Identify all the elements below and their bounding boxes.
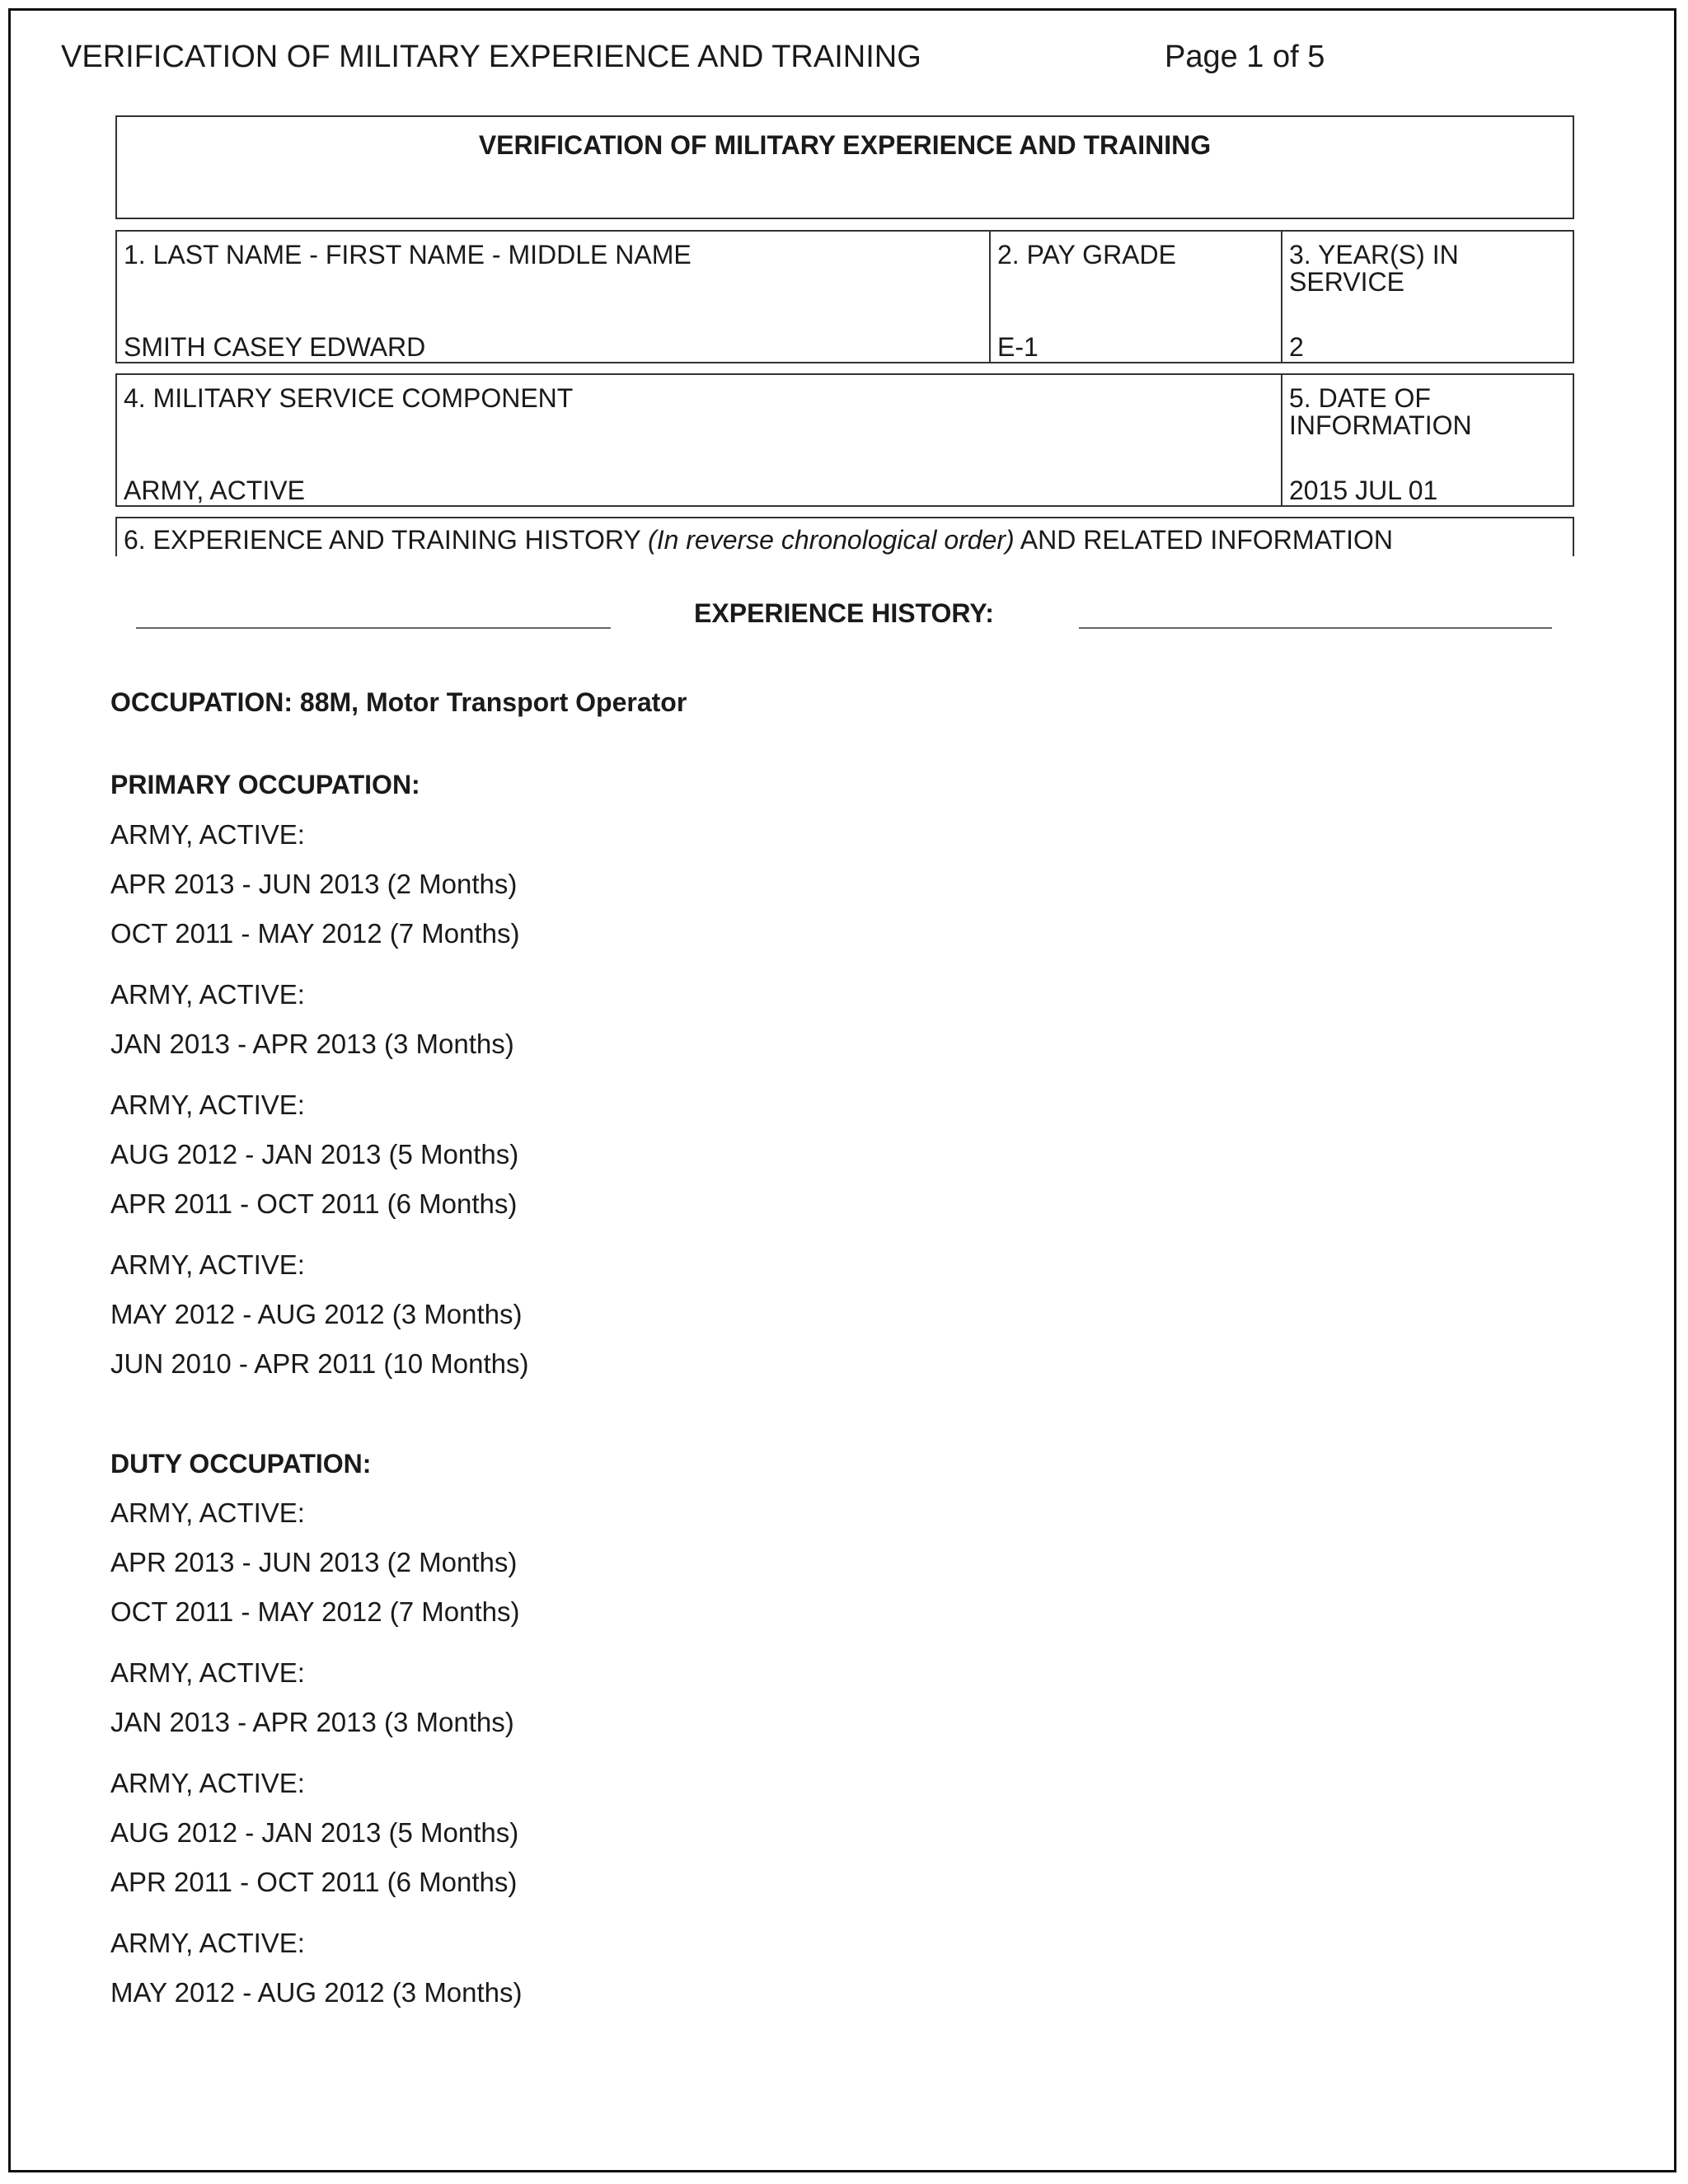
primary-component-line: ARMY, ACTIVE: xyxy=(110,1090,305,1120)
duty-date-range: APR 2013 - JUN 2013 (2 Months) xyxy=(110,1547,518,1577)
component-value: ARMY, ACTIVE xyxy=(124,476,305,505)
identity-row xyxy=(115,230,1574,363)
duty-date-range: MAY 2012 - AUG 2012 (3 Months) xyxy=(110,1977,523,2008)
heading-rule-right xyxy=(1079,627,1552,629)
component-row xyxy=(115,373,1574,507)
duty-occupation-heading: DUTY OCCUPATION: xyxy=(110,1449,372,1479)
component-label: 4. MILITARY SERVICE COMPONENT xyxy=(124,383,574,413)
page-number: Page 1 of 5 xyxy=(1165,40,1325,74)
years-value: 2 xyxy=(1289,332,1304,362)
header-title: VERIFICATION OF MILITARY EXPERIENCE AND TRAINING xyxy=(61,40,921,74)
pay-grade-value: E-1 xyxy=(997,332,1039,362)
primary-date-range: MAY 2012 - AUG 2012 (3 Months) xyxy=(110,1299,523,1329)
name-label: 1. LAST NAME - FIRST NAME - MIDDLE NAME xyxy=(124,240,692,269)
divider xyxy=(1281,375,1282,505)
duty-date-range: APR 2011 - OCT 2011 (6 Months) xyxy=(110,1867,518,1897)
pay-grade-label: 2. PAY GRADE xyxy=(997,240,1176,269)
divider xyxy=(989,232,991,362)
primary-component-line: ARMY, ACTIVE: xyxy=(110,819,305,850)
duty-component-line: ARMY, ACTIVE: xyxy=(110,1657,305,1688)
duty-date-range: OCT 2011 - MAY 2012 (7 Months) xyxy=(110,1596,520,1627)
experience-heading: EXPERIENCE HISTORY: xyxy=(694,598,994,628)
duty-component-line: ARMY, ACTIVE: xyxy=(110,1497,305,1528)
history-label: 6. EXPERIENCE AND TRAINING HISTORY (In reverse chronological order) AND RELATED INFORMATION xyxy=(124,525,1393,555)
divider xyxy=(1281,232,1282,362)
years-label: 3. YEAR(S) IN SERVICE xyxy=(1289,240,1459,297)
date-label: 5. DATE OF INFORMATION xyxy=(1289,383,1472,440)
duty-date-range: JAN 2013 - APR 2013 (3 Months) xyxy=(110,1707,514,1737)
duty-component-line: ARMY, ACTIVE: xyxy=(110,1768,305,1798)
primary-date-range: JAN 2013 - APR 2013 (3 Months) xyxy=(110,1029,514,1059)
duty-date-range: AUG 2012 - JAN 2013 (5 Months) xyxy=(110,1817,519,1848)
form-title-box xyxy=(115,115,1574,219)
occupation-title: OCCUPATION: 88M, Motor Transport Operator xyxy=(110,687,687,717)
primary-date-range: APR 2013 - JUN 2013 (2 Months) xyxy=(110,869,518,899)
history-row xyxy=(115,517,1574,556)
primary-date-range: JUN 2010 - APR 2011 (10 Months) xyxy=(110,1348,529,1379)
primary-date-range: AUG 2012 - JAN 2013 (5 Months) xyxy=(110,1139,519,1169)
primary-component-line: ARMY, ACTIVE: xyxy=(110,1249,305,1280)
primary-occupation-heading: PRIMARY OCCUPATION: xyxy=(110,770,420,799)
form-title: VERIFICATION OF MILITARY EXPERIENCE AND TRAINING xyxy=(478,130,1212,160)
duty-component-line: ARMY, ACTIVE: xyxy=(110,1928,305,1958)
date-value: 2015 JUL 01 xyxy=(1289,476,1438,505)
primary-date-range: APR 2011 - OCT 2011 (6 Months) xyxy=(110,1188,518,1219)
primary-component-line: ARMY, ACTIVE: xyxy=(110,979,305,1010)
name-value: SMITH CASEY EDWARD xyxy=(124,332,426,362)
primary-date-range: OCT 2011 - MAY 2012 (7 Months) xyxy=(110,918,520,949)
